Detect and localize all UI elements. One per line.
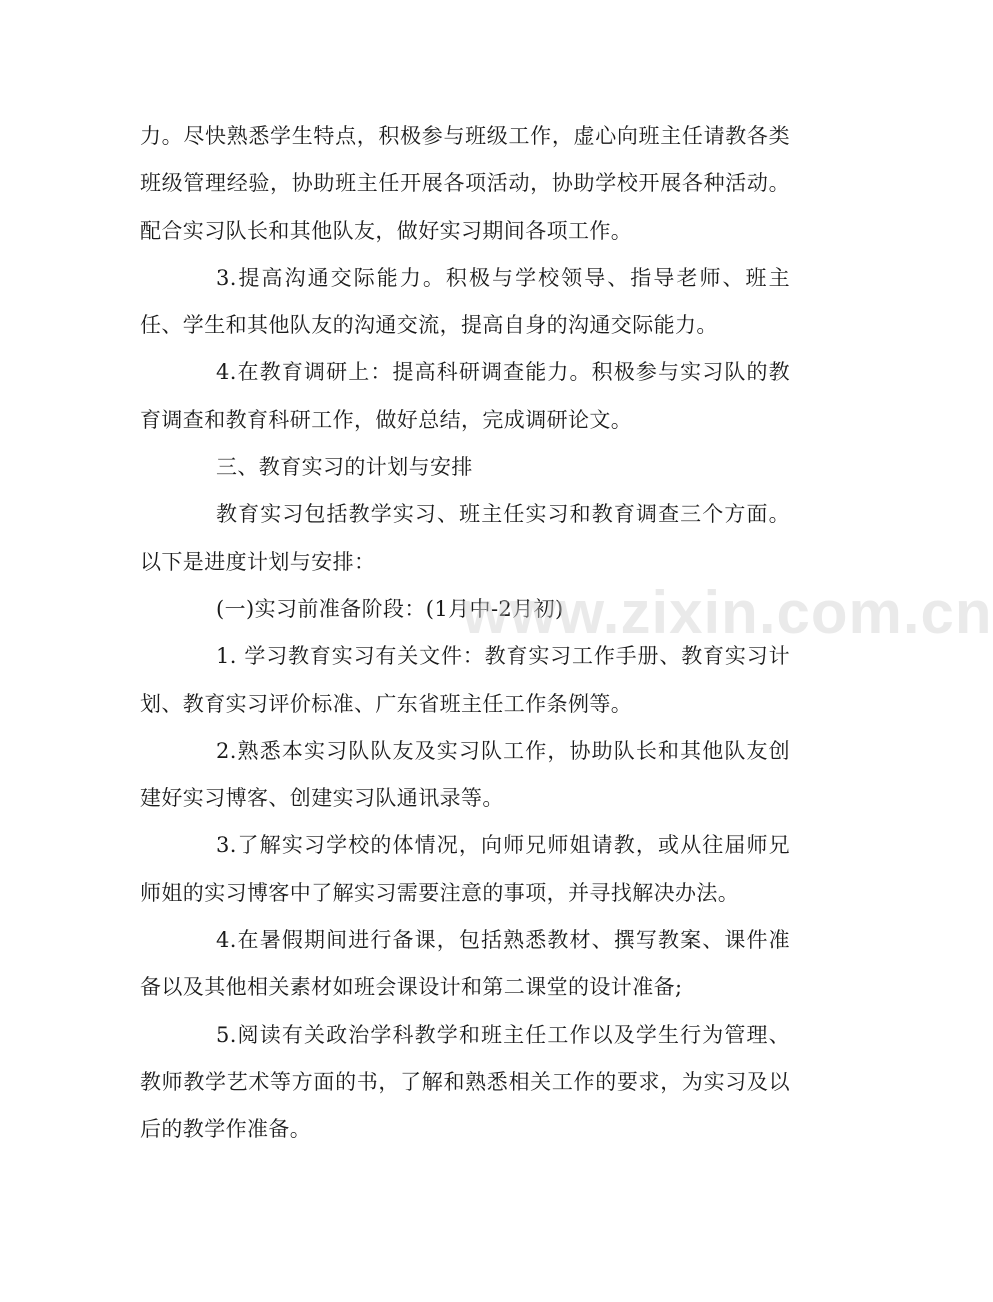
paragraph-1: 力。尽快熟悉学生特点，积极参与班级工作，虚心向班主任请教各类班级管理经验，协助班主任开展各项活动，协助学校开展各种活动。配合实习队长和其他队友，做好实习期间各项工作。 [140,124,790,243]
paragraph-8: 2.熟悉本实习队队友及实习队工作，协助队长和其他队友创建好实习博客、创建实习队通讯录等。 [140,738,790,811]
watermark: www.zixin.com.cn [462,579,993,646]
paragraph-2: 3.提高沟通交际能力。积极与学校领导、指导老师、班主任、学生和其他队友的沟通交流，提高自身的沟通交际能力。 [140,265,790,338]
paragraph-10: 4.在暑假期间进行备课，包括熟悉教材、撰写教案、课件准备以及其他相关素材如班会课设计和第二课堂的设计准备; [140,928,790,1000]
document-body [140,113,790,1154]
paragraph-5: 教育实习包括教学实习、班主任实习和教育调查三个方面。以下是进度计划与安排： [140,502,790,574]
paragraph-3: 4.在教育调研上：提高科研调查能力。积极参与实习队的教育调查和教育科研工作，做好总结，完成调研论文。 [140,360,790,432]
paragraph-7: 1. 学习教育实习有关文件：教育实习工作手册、教育实习计划、教育实习评价标准、广东省班主任工作条例等。 [140,644,790,716]
paragraph-9: 3.了解实习学校的体情况，向师兄师姐请教，或从往届师兄师姐的实习博客中了解实习需要注意的事项，并寻找解决办法。 [140,833,790,905]
section-heading: 三、教育实习的计划与安排 [216,455,473,480]
paragraph-11: 5.阅读有关政治学科教学和班主任工作以及学生行为管理、教师教学艺术等方面的书，了解和熟悉相关工作的要求，为实习及以后的教学作准备。 [140,1022,790,1142]
subsection-heading: (一)实习前准备阶段：(1月中-2月初) [216,596,564,621]
